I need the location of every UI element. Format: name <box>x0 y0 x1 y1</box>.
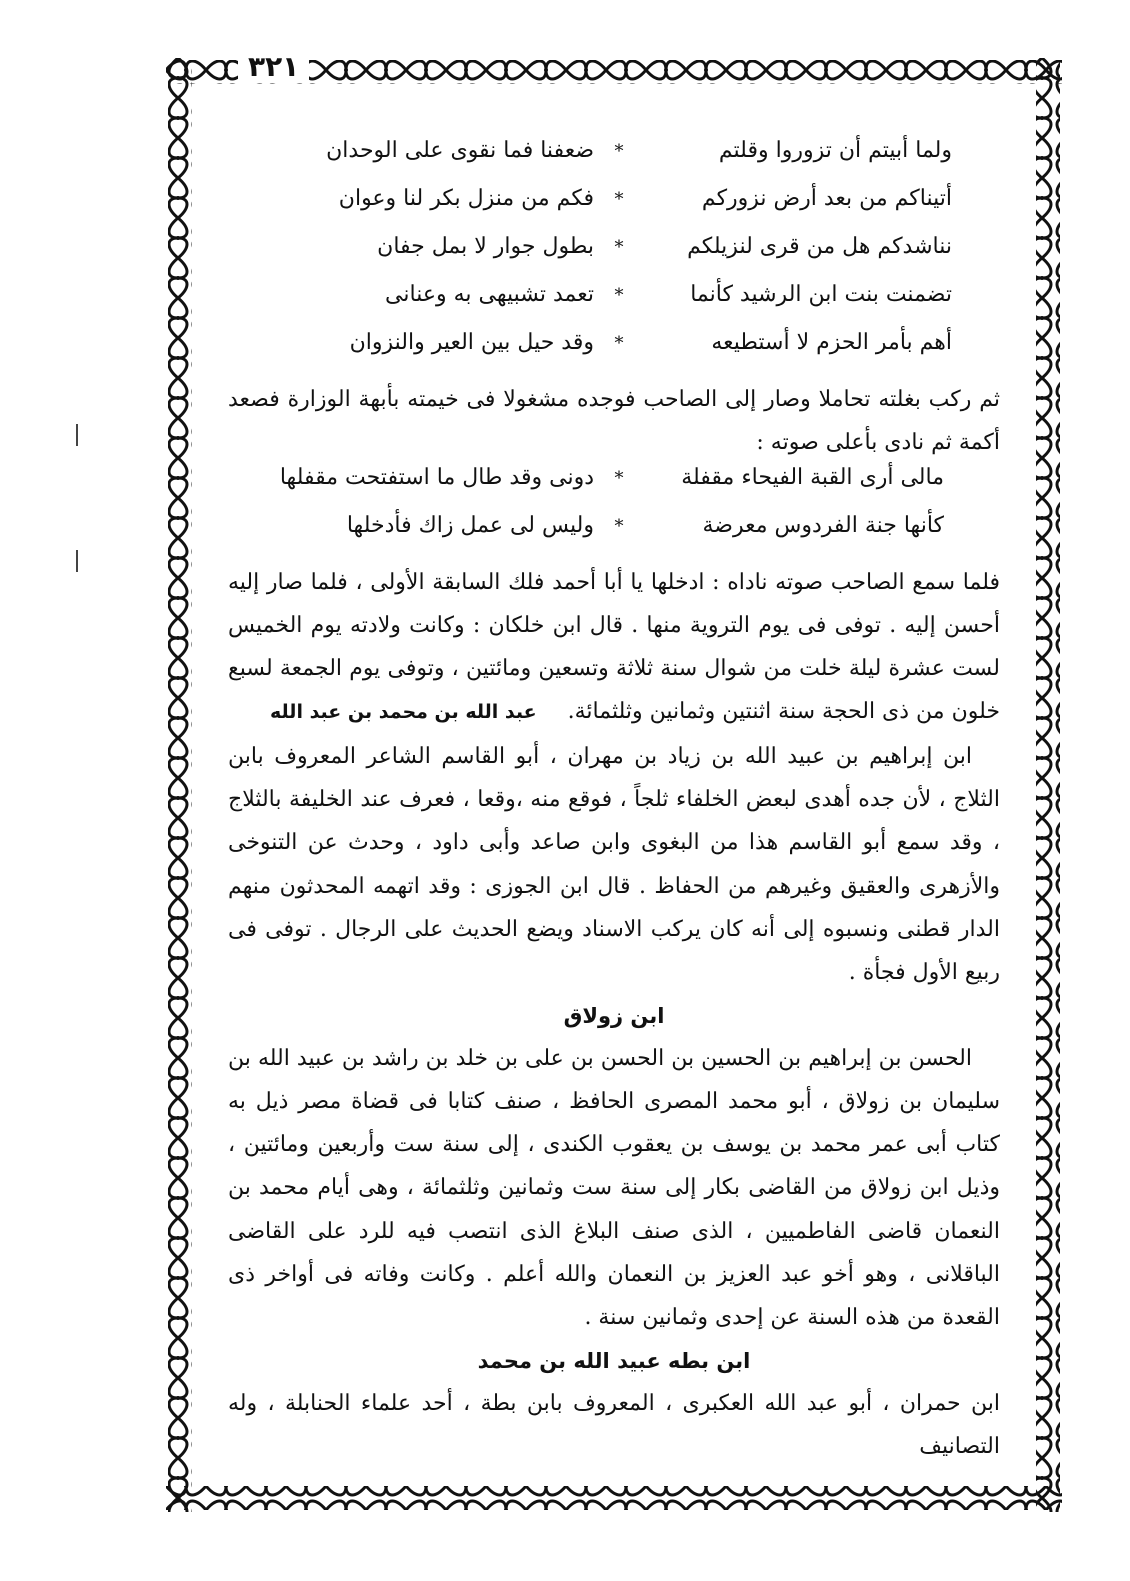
paragraph: ثم ركب بغلته تحاملا وصار إلى الصاحب فوجده مشغولا فى خيمته بأبهة الوزارة فصعد أكمة ثم نادى بأعلى صوته : <box>228 387 1000 456</box>
paragraph: الحسن بن إبراهيم بن الحسين بن الحسن بن على بن خلد بن راشد بن عبيد الله بن سليمان بن زولاق ، أبو محمد المصرى الحافظ ، صنف كتابا فى قضاة مصر ذيل به كتاب أبى عمر محمد بن يوسف بن يعقوب الكندى ، إلى سنة ست وأربعين ومائتين ، وذيل ابن زولاق من القاضى بكار إلى سنة ست وثمانين وثلثمائة ، وهى أيام محمد بن النعمان قاضى الفاطميين ، الذى صنف البلاغ الذى انتصب فيه للرد على القاضى الباقلانى ، وهو أخو عبد العزيز بن النعمان والله أعلم . وكانت وفاته فى أواخر ذى القعدة من هذه السنة عن إحدى وثمانين سنة . <box>228 1045 1000 1331</box>
paragraph <box>228 561 1000 735</box>
verse-first-hemistich: أهم بأمر الحزم لا أستطيعه <box>711 330 952 355</box>
verse-separator: * <box>614 285 624 306</box>
verse-separator: * <box>614 515 624 537</box>
verse-second-hemistich: دونى وقد طال ما استفتحت مقفلها <box>279 464 594 490</box>
verse-first-hemistich: تضمنت بنت ابن الرشيد كأنما <box>690 282 952 307</box>
entry-heading: عبد الله بن محمد بن عبد الله <box>270 701 537 724</box>
section-heading: ابن زولاق <box>563 1003 665 1028</box>
poem-1 <box>228 138 1000 378</box>
verse-first-hemistich: نناشدكم هل من قرى لنزيلكم <box>687 234 952 259</box>
verse-first-hemistich: أتيناكم من بعد أرض نزوركم <box>701 186 952 211</box>
verse-second-hemistich: ضعفنا فما نقوى على الوحدان <box>326 138 594 163</box>
ornamental-frame <box>166 50 1062 1512</box>
paragraph: ابن إبراهيم بن عبيد الله بن زياد بن مهران ، أبو القاسم الشاعر المعروف بابن الثلاج ، لأن جده أهدى لبعض الخلفاء ثلجاً ، فوقع منه ،وقعا ، فعرف عند الخليفة بالثلاج ، وقد سمع أبو القاسم هذا من البغوى وابن صاعد وأبى داود ، وحدث عن التنوخى والأزهرى والعقيق وغيرهم من الحفاظ . قال ابن الجوزى : وقد اتهمه المحدثون منهم الدار قطنى ونسبوه إلى أنه كان يركب الاسناد ويضع الحديث على الرجال . توفى فى ربيع الأول فجأة . <box>228 743 1000 986</box>
poem-2 <box>228 465 1000 561</box>
page-content <box>228 138 1000 1468</box>
verse-separator: * <box>614 333 624 354</box>
verse <box>228 282 1000 330</box>
verse-second-hemistich: فكم من منزل بكر لنا وعوان <box>338 186 594 211</box>
verse-separator: * <box>614 189 624 210</box>
margin-mark-top <box>76 424 78 446</box>
verse <box>228 330 1000 378</box>
verse-second-hemistich: وقد حيل بين العير والنزوان <box>349 330 594 355</box>
margin-mark-bottom <box>76 550 78 572</box>
section-heading: ابن بطه عبيد الله بن محمد <box>477 1348 751 1373</box>
paragraph: ابن حمران ، أبو عبد الله العكبرى ، المعروف بابن بطة ، أحد علماء الحنابلة ، وله التصانيف <box>228 1390 1000 1459</box>
verse-separator: * <box>614 237 624 258</box>
verse <box>228 465 1000 513</box>
verse-second-hemistich: وليس لى عمل زاك فأدخلها <box>346 512 594 538</box>
verse-first-hemistich: كأنها جنة الفردوس معرضة <box>702 512 944 538</box>
verse <box>228 513 1000 561</box>
verse-second-hemistich: تعمد تشبيهى به وعنانى <box>385 282 594 307</box>
verse <box>228 138 1000 186</box>
verse-separator: * <box>614 141 624 162</box>
verse-second-hemistich: بطول جوار لا بمل جفان <box>377 234 594 259</box>
page-number: ٣٢١ <box>238 50 309 83</box>
verse <box>228 234 1000 282</box>
verse-first-hemistich: ولما أبيتم أن تزوروا وقلتم <box>718 138 952 163</box>
paragraph-text: فلما سمع الصاحب صوته ناداه : ادخلها يا أبا أحمد فلك السابقة الأولى ، فلما صار إليه أحسن إليه . توفى فى يوم التروية منها . قال ابن خلكان : وكانت ولادته يوم الخميس لست عشرة ليلة خلت من شوال سنة ثلاثة وتسعين ومائتين ، وتوفى يوم الجمعة لسبع خلون من ذى الحجة سنة اثنتين وثمانين وثلثمائة. <box>228 569 1000 725</box>
verse <box>228 186 1000 234</box>
verse-first-hemistich: مالى أرى القبة الفيحاء مقفلة <box>681 464 944 490</box>
verse-separator: * <box>614 467 624 489</box>
